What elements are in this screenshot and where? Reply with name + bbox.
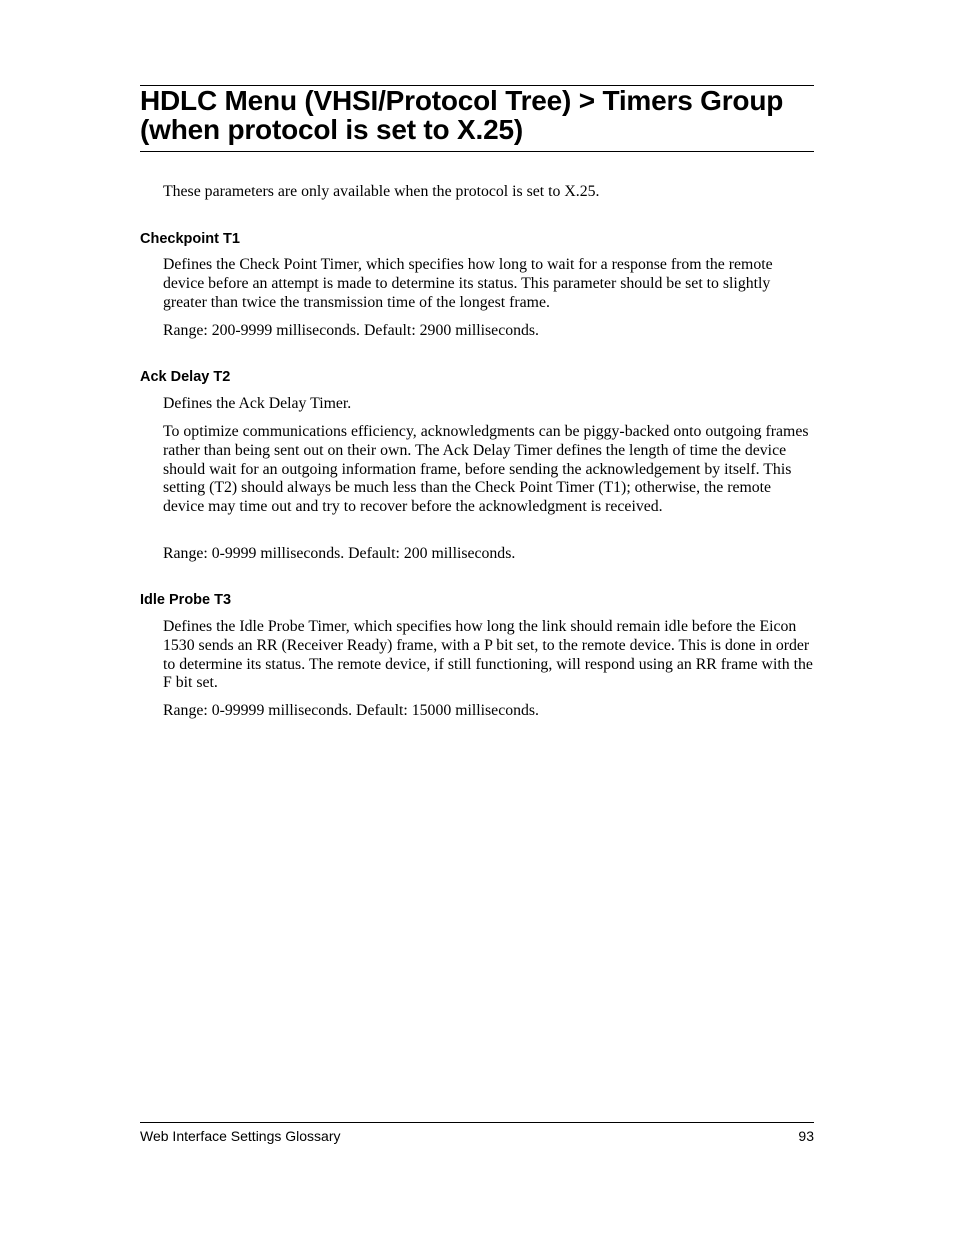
section-heading-idle-probe-t3: Idle Probe T3 bbox=[140, 592, 232, 608]
title-bottom-rule bbox=[140, 151, 814, 152]
footer-rule bbox=[140, 1122, 814, 1123]
checkpoint-t1-range: Range: 200-9999 milliseconds. Default: 2900 milliseconds. bbox=[163, 322, 540, 339]
checkpoint-t1-description: Defines the Check Point Timer, which specifies how long to wait for a response from the remote device before an attempt is made to determine its status. This parameter should be set to slightly greater than twice the transmission time of the longest frame. bbox=[163, 256, 773, 311]
section-heading-checkpoint-t1: Checkpoint T1 bbox=[140, 231, 240, 247]
ack-delay-t2-details: To optimize communications efficiency, acknowledgments can be piggy-backed onto outgoing frames rather than being sent out on their own. The Ack Delay Timer defines the length of time the device should wait for an outgoing information frame, before sending the acknowledgement by itself. This setting (T2) should always be much less than the Check Point Timer (T1); otherwise, the remote device may time out and try to recover before the acknowledgment is received. bbox=[163, 423, 809, 516]
ack-delay-t2-range: Range: 0-9999 milliseconds. Default: 200 milliseconds. bbox=[163, 545, 516, 562]
idle-probe-t3-description: Defines the Idle Probe Timer, which specifies how long the link should remain idle before the Eicon 1530 sends an RR (Receiver Ready) frame, with a P bit set, to the remote device. This is done in order to determine its status. The remote device, if still functioning, will respond using an RR frame with the F bit set. bbox=[163, 618, 813, 692]
page-title: HDLC Menu (VHSI/Protocol Tree) > Timers Group (when protocol is set to X.25) bbox=[140, 85, 784, 145]
intro-paragraph: These parameters are only available when the protocol is set to X.25. bbox=[163, 183, 600, 200]
idle-probe-t3-range: Range: 0-99999 milliseconds. Default: 15000 milliseconds. bbox=[163, 702, 540, 719]
footer-page-number: 93 bbox=[798, 1128, 814, 1144]
ack-delay-t2-description: Defines the Ack Delay Timer. bbox=[163, 395, 352, 412]
footer-doc-title: Web Interface Settings Glossary bbox=[140, 1128, 341, 1144]
section-heading-ack-delay-t2: Ack Delay T2 bbox=[140, 369, 231, 385]
